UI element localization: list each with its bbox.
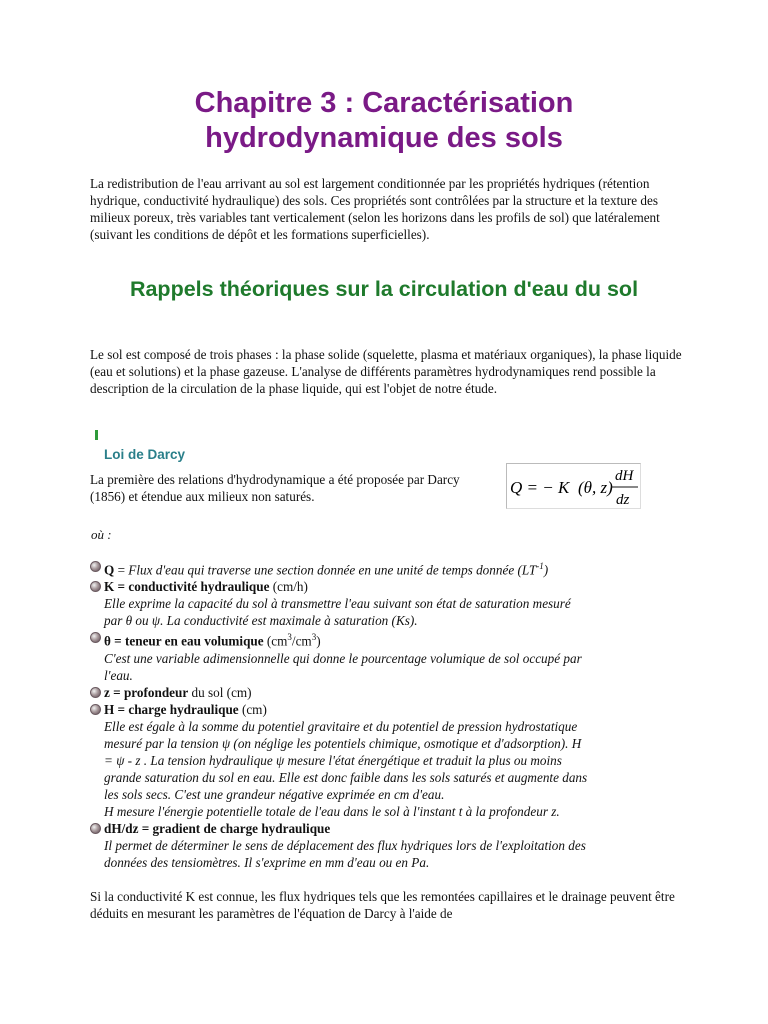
formula-denominator: dz	[616, 492, 630, 508]
darcy-paragraph: La première des relations d'hydrodynamique a été proposée par Darcy (1856) et étendue aux milieux non saturés.	[90, 472, 460, 504]
def-q: Q = Flux d'eau qui traverse une section donnée en une unité de temps donnée $(LT^{-1})$	[90, 558, 680, 578]
formula-numerator: dH	[615, 468, 634, 484]
def-z: z = profondeur du sol (cm)	[90, 684, 680, 701]
formula-args: (θ, z)	[578, 478, 613, 497]
ou-label: où :	[91, 527, 112, 542]
bullet-icon	[90, 581, 101, 592]
bullet-icon	[90, 561, 101, 572]
def-theta: θ = teneur en eau volumique $(cm^3/cm^3)$ C'est une variable adimensionnelle qui donne le pourcentage volumique de sol occupé par l'eau.	[90, 629, 680, 683]
final-paragraph: Si la conductivité K est connue, les flux hydriques tels que les remontées capillaires et le drainage peuvent être déduits en mesurant les paramètres de l'équation de Darcy à l'aide de	[90, 889, 675, 921]
def-k: K = conductivité hydraulique (cm/h) Elle exprime la capacité du sol à transmettre l'eau suivant son état de saturation mesuré par θ ou ψ. La conductivité est maximale à saturation (Ks).	[90, 578, 680, 629]
bullet-icon	[90, 632, 101, 643]
section-title: Rappels théoriques sur la circulation d'eau du sol	[129, 277, 639, 301]
subsection-marker	[95, 430, 98, 440]
darcy-formula	[506, 463, 641, 509]
bullet-icon	[90, 687, 101, 698]
intro-paragraph: La redistribution de l'eau arrivant au sol est largement conditionnée par les propriétés hydriques (rétention hydrique, conductivité hydraulique) des sols. Ces propriétés sont contrôlées par la structure et la texture des milieux poreux, très variables tant verticalement (selon les horizons dans les profils de sol) que latéralement (suivant les conditions de dépôt et les formations superficielles).	[90, 176, 660, 242]
definitions-list	[90, 558, 680, 871]
subsection-title: Loi de Darcy	[104, 447, 186, 462]
formula-lhs: Q = − K	[510, 478, 570, 497]
darcy-formula-graphic	[507, 464, 640, 508]
section-paragraph: Le sol est composé de trois phases : la phase solide (squelette, plasma et matériaux organiques), la phase liquide (eau et solutions) et la phase gazeuse. L'analyse de différents paramètres hydrodynamiques rend possible la description de la circulation de la phase liquide, qui est l'objet de notre étude.	[90, 347, 682, 396]
bullet-icon	[90, 704, 101, 715]
def-dh-dz: dH/dz = gradient de charge hydraulique Il permet de déterminer le sens de déplacement des flux hydriques lors de l'exploitation des données des tensiomètres. Il s'exprime en mm d'eau ou en Pa.	[90, 820, 680, 871]
chapter-title: Chapitre 3 : Caractérisation hydrodynamique des sols	[194, 87, 574, 154]
bullet-icon	[90, 823, 101, 834]
def-h: H = charge hydraulique (cm) Elle est égale à la somme du potentiel gravitaire et du potentiel de pression hydrostatique mesuré par la tension ψ (on néglige les potentiels chimique, osmotique et d'adsorption). H = ψ - z . La tension hydraulique ψ mesure l'état énergétique et traduit la plus ou moins grande saturation du sol en eau. Elle est donc faible dans les sols saturés et augmente dans les sols secs. C'est une grandeur négative exprimée en cm d'eau. H mesure l'énergie potentielle totale de l'eau dans le sol à l'instant t à la profondeur z.	[90, 701, 680, 820]
